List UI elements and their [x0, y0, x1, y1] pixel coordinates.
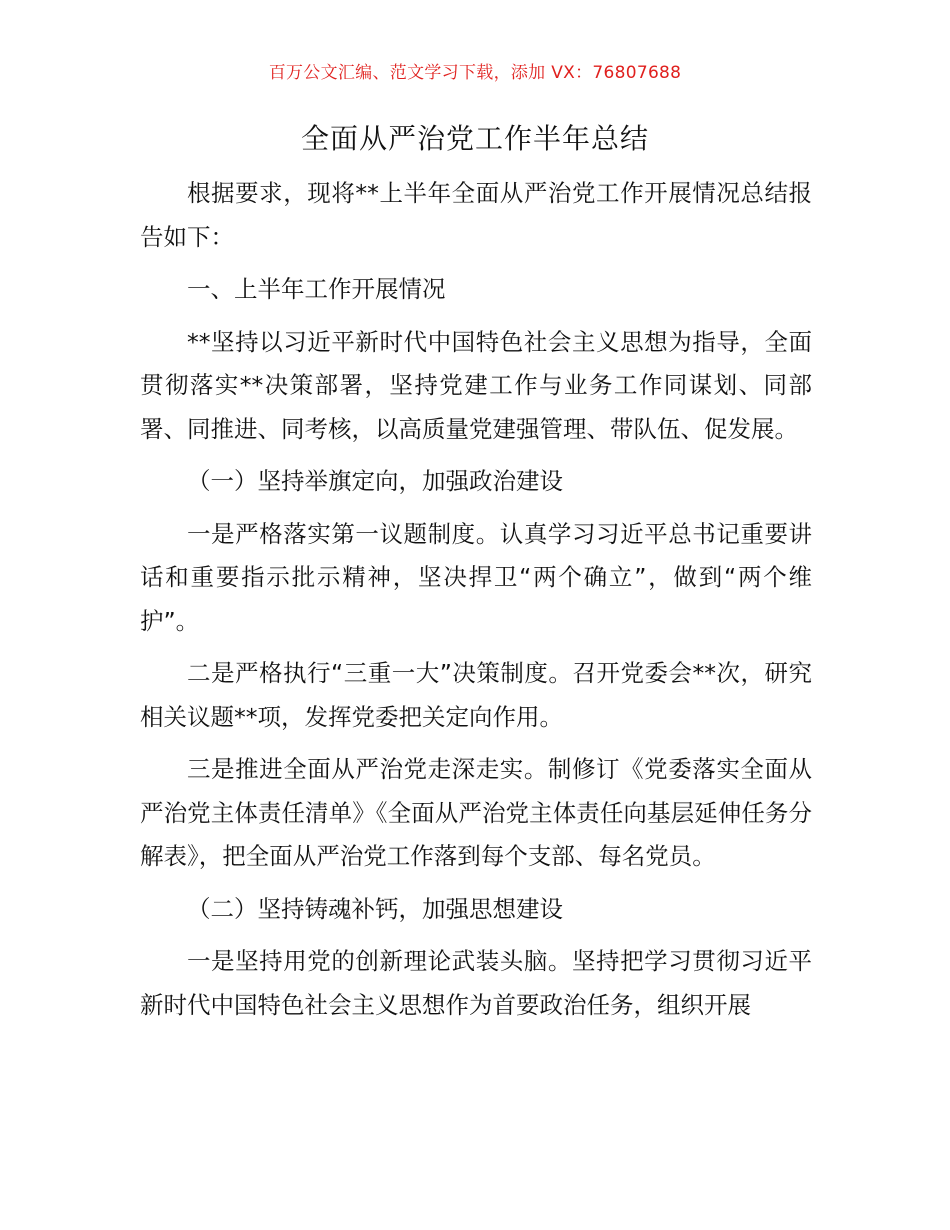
section-heading-1: 一、上半年工作开展情况: [187, 275, 446, 303]
header-watermark-text: 百万公文汇编、范文学习下载，添加 VX：76807688: [268, 63, 682, 83]
subsection-heading-2: （二）坚持铸魂补钙，加强思想建设: [187, 894, 563, 923]
paragraph-intro: 根据要求，现将**上半年全面从严治党工作开展情况总结报告如下：: [140, 179, 812, 251]
page-title: 全面从严治党工作半年总结: [300, 122, 649, 155]
document-body: [140, 172, 812, 1036]
paragraph-item-4: 一是坚持用党的创新理论武装头脑。坚持把学习贯彻习近平新时代中国特色社会主义思想作为首要政治任务，组织开展: [140, 947, 812, 1019]
paragraph-item-3: 三是推进全面从严治党走深走实。制修订《党委落实全面从严治党主体责任清单》《全面从严治党主体责任向基层延伸任务分解表》，把全面从严治党工作落到每个支部、每名党员。: [140, 755, 812, 870]
subsection-heading-1: （一）坚持举旗定向，加强政治建设: [187, 467, 563, 495]
paragraph-item-1: 一是严格落实第一议题制度。认真学习习近平总书记重要讲话和重要指示批示精神，坚决捍卫“两个确立”，做到“两个维护”。: [140, 519, 812, 635]
paragraph-item-2: 二是严格执行“三重一大”决策制度。召开党委会**次，研究相关议题**项，发挥党委把关定向作用。: [140, 659, 812, 731]
paragraph-overview: **坚持以习近平新时代中国特色社会主义思想为指导，全面贯彻落实**决策部署，坚持党建工作与业务工作同谋划、同部署、同推进、同考核，以高质量党建强管理、带队伍、促发展。: [140, 327, 812, 443]
